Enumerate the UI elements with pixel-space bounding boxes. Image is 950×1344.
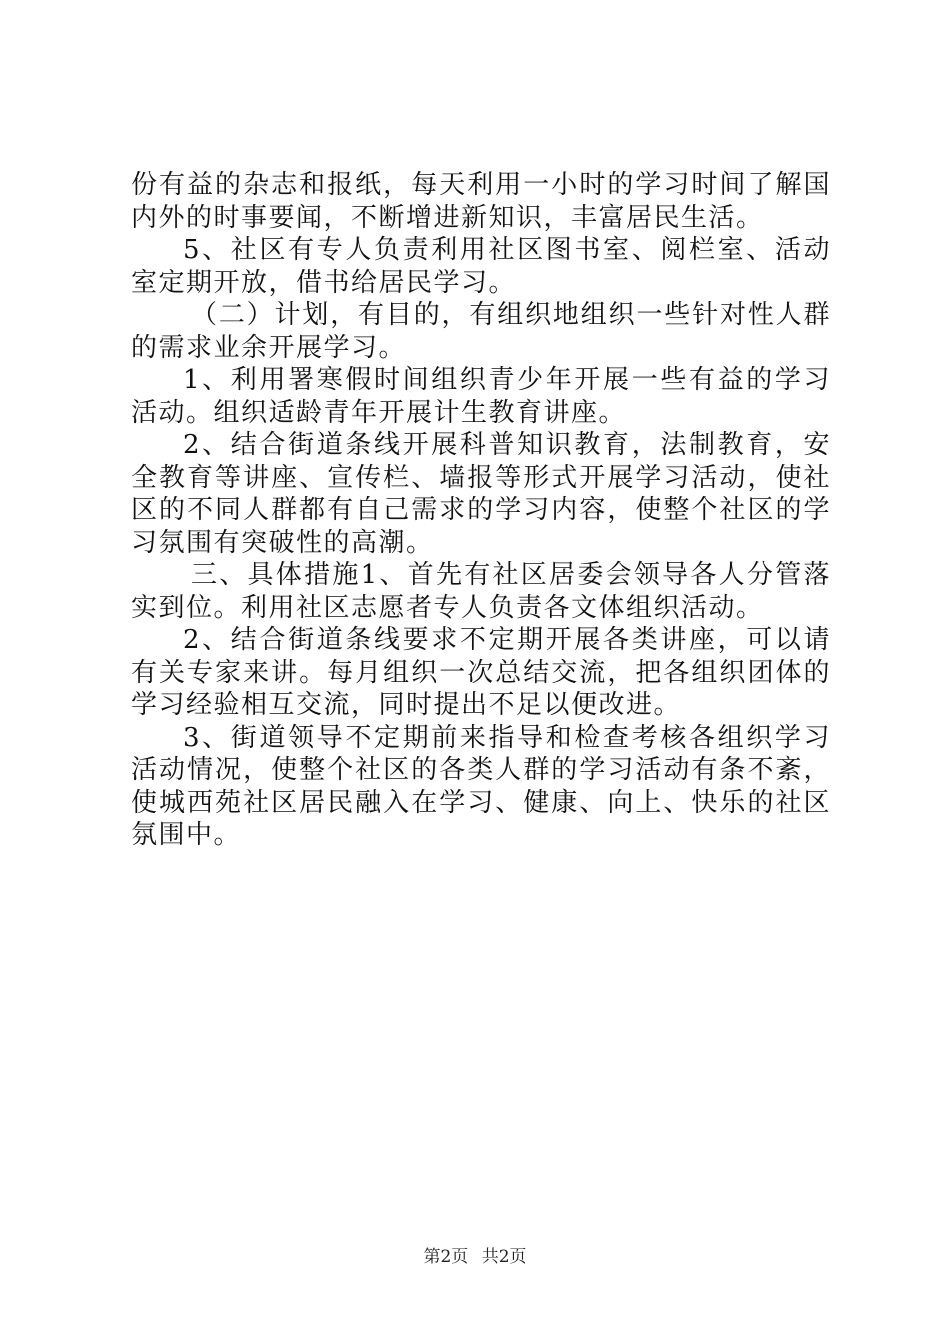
paragraph-measure-3: 3、街道领导不定期前来指导和检查考核各组织学习活动情况，使整个社区的各类人群的学习活动有条不紊，使城西苑社区居民融入在学习、健康、向上、快乐的社区氛围中。 — [131, 722, 831, 850]
page-footer — [0, 1242, 950, 1267]
paragraph-item-5: 5、社区有专人负责利用社区图书室、阅栏室、活动室定期开放，借书给居民学习。 — [131, 235, 831, 298]
paragraph-item-1: 1、利用署寒假时间组织青少年开展一些有益的学习活动。组织适龄青年开展计生教育讲座。 — [131, 365, 831, 428]
paragraph-measure-2: 2、结合街道条线要求不定期开展各类讲座，可以请有关专家来讲。每月组织一次总结交流，把各组织团体的学习经验相互交流，同时提出不足以便改进。 — [131, 625, 831, 720]
paragraph-item-2: 2、结合街道条线开展科普知识教育，法制教育，安全教育等讲座、宣传栏、墙报等形式开展学习活动，使社区的不同人群都有自己需求的学习内容，使整个社区的学习氛围有突破性的高潮。 — [131, 430, 831, 558]
document-body — [131, 169, 831, 852]
paragraph-section-3: 三、具体措施1、首先有社区居委会领导各人分管落实到位。利用社区志愿者专人负责各文体组织活动。 — [131, 560, 831, 623]
page-number-total: 共2页 — [481, 1247, 527, 1267]
paragraph-section-2: （二）计划，有目的，有组织地组织一些针对性人群的需求业余开展学习。 — [131, 300, 831, 363]
page-number-current: 第2页 — [423, 1247, 469, 1267]
paragraph-continuation: 份有益的杂志和报纸，每天利用一小时的学习时间了解国内外的时事要闻，不断增进新知识，丰富居民生活。 — [131, 170, 831, 233]
